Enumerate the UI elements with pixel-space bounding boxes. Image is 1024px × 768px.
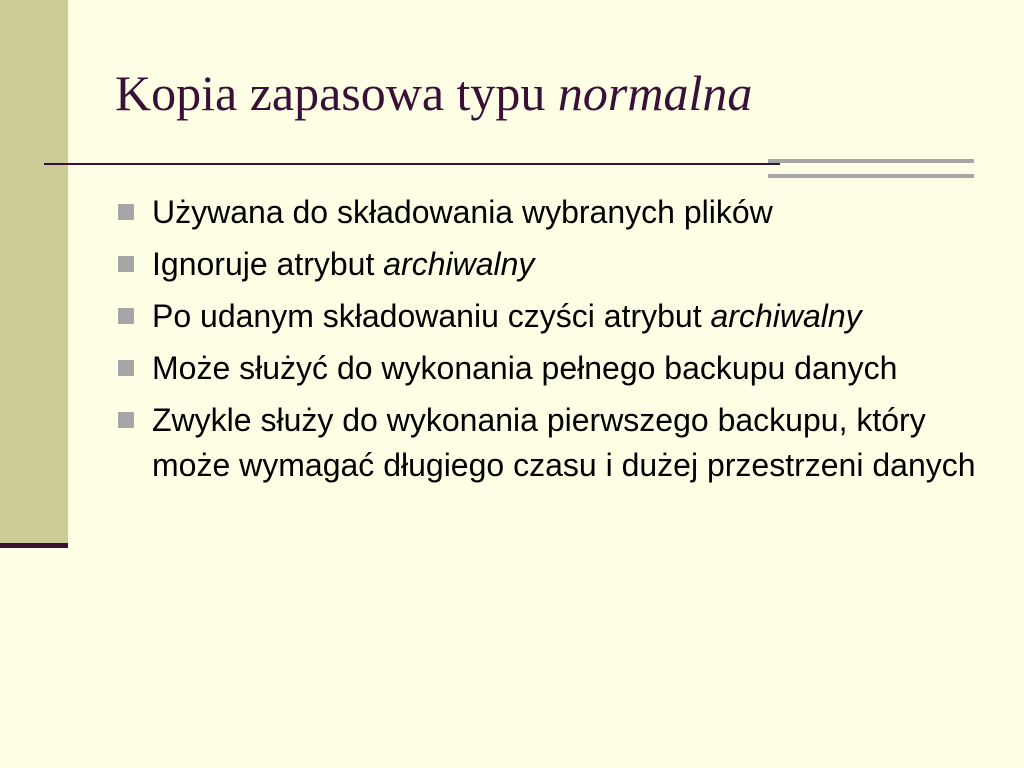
title-divider-line: [44, 163, 780, 165]
bullet-emphasis: archiwalny: [710, 298, 862, 334]
square-bullet-icon: [118, 204, 134, 220]
bullet-text: Używana do składowania wybranych plików: [152, 194, 773, 230]
bullet-emphasis: archiwalny: [383, 246, 535, 282]
left-band-accent-line: [0, 543, 68, 548]
bullet-text: Ignoruje atrybut: [152, 246, 384, 282]
left-side-band: [0, 0, 68, 546]
bullet-text: Zwykle służy do wykonania pierwszego backupu, który może wymagać długiego czasu i dużej przestrzeni danych: [152, 402, 976, 483]
bullet-item: [118, 346, 998, 391]
bullet-text: Może służyć do wykonania pełnego backupu danych: [152, 350, 898, 386]
bullet-list: [118, 190, 998, 495]
square-bullet-icon: [118, 360, 134, 376]
bullet-item: [118, 398, 998, 488]
title-accent-bar-bottom: [768, 174, 974, 178]
square-bullet-icon: [118, 308, 134, 324]
slide-title-main: Kopia zapasowa typu: [115, 65, 558, 121]
title-accent-bar-top: [768, 159, 974, 163]
bullet-item: [118, 190, 998, 235]
square-bullet-icon: [118, 256, 134, 272]
slide-title: [115, 66, 752, 121]
bullet-text: Po udanym składowaniu czyści atrybut: [152, 298, 711, 334]
bullet-item: [118, 294, 998, 339]
bullet-item: [118, 242, 998, 287]
slide-title-emphasis: normalna: [557, 65, 753, 121]
square-bullet-icon: [118, 412, 134, 428]
